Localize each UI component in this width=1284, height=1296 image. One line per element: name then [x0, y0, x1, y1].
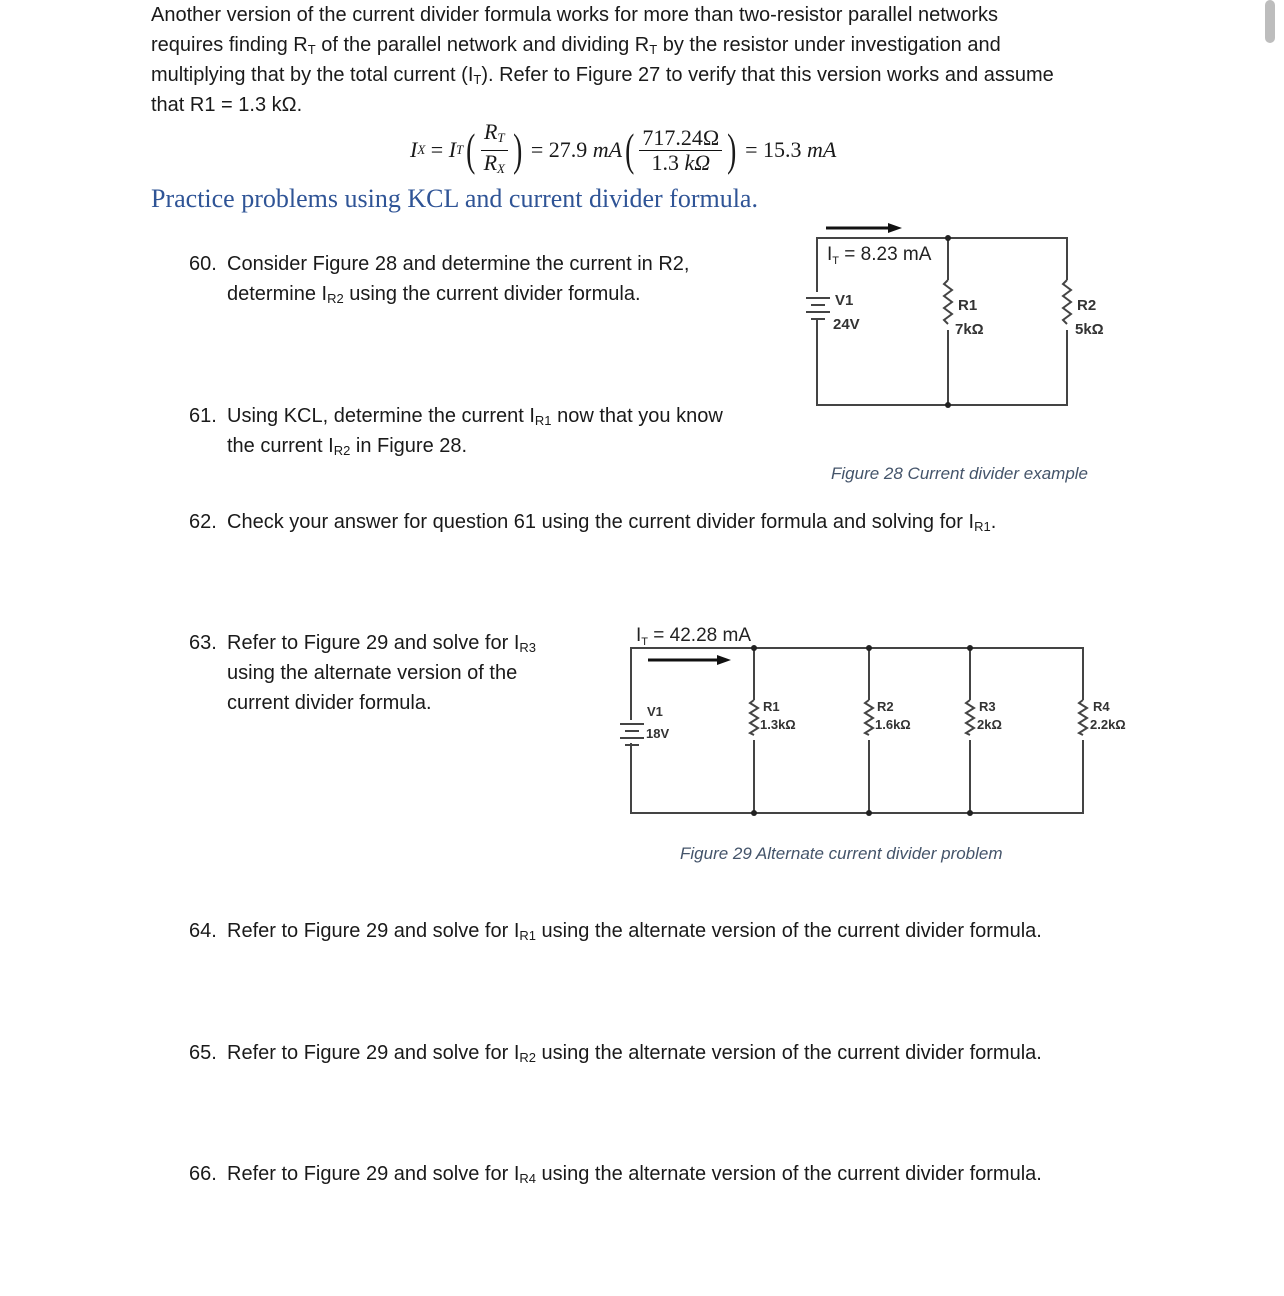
resistor-r4: [1079, 700, 1087, 735]
subscript: R2: [327, 291, 344, 306]
text: Refer to Figure 29 and solve for I: [227, 1042, 520, 1064]
subscript: R1: [974, 519, 991, 534]
wire: [631, 648, 1083, 813]
r2-value: 5kΩ: [1075, 321, 1104, 338]
question-number: 66.: [189, 1163, 217, 1185]
text: using the current divider formula.: [343, 283, 641, 305]
intro-line-4: that R1 = 1.3 kΩ.: [151, 94, 303, 116]
r2-label: R2: [877, 699, 894, 714]
paren: ): [727, 124, 737, 175]
text: in Figure 28.: [350, 435, 468, 457]
subscript: R2: [519, 1050, 536, 1065]
text: determine I: [227, 283, 328, 305]
question-number: 64.: [189, 920, 217, 942]
eq-unit: mA: [592, 137, 623, 162]
r1-label: R1: [958, 297, 978, 314]
it-label: $I_T = 42.28$ mA: [636, 625, 751, 648]
r1-label: R1: [763, 699, 780, 714]
text: Refer to Figure 29 and solve for I: [227, 632, 520, 654]
paren: (: [625, 124, 635, 175]
eq-result: = 15.3: [739, 137, 808, 162]
r2-value: 1.6kΩ: [875, 717, 911, 732]
eq-value: = 27.9: [525, 137, 593, 162]
subscript: R1: [519, 928, 536, 943]
subscript: T: [473, 72, 482, 87]
eq-num: 717.24Ω: [639, 126, 722, 151]
r4-value: 2.2kΩ: [1090, 717, 1126, 732]
eq-den: R: [483, 149, 498, 175]
text: requires finding R: [151, 34, 308, 56]
eq-num: R: [483, 118, 498, 144]
question-number: 63.: [189, 632, 217, 654]
text: Check your answer for question 61 using the current divider formula and solving for I: [227, 511, 975, 533]
resistor-r3: [966, 700, 974, 735]
question-63-line-3: current divider formula.: [227, 692, 432, 714]
resistor-r1: [944, 280, 952, 324]
question-60-line-1: Consider Figure 28 and determine the current in R2,: [227, 253, 690, 275]
subscript: R3: [519, 640, 536, 655]
r4-label: R4: [1093, 699, 1110, 714]
subscript: T: [307, 42, 316, 57]
text: using the alternate version of the current divider formula.: [536, 1042, 1042, 1064]
r2-label: R2: [1077, 297, 1097, 314]
resistor-r2: [865, 700, 873, 735]
question-63-line-2: using the alternate version of the: [227, 662, 518, 684]
subscript: R1: [534, 413, 552, 428]
figure-29-caption: Figure 29 Alternate current divider problem: [680, 844, 1003, 863]
section-heading: Practice problems using KCL and current divider formula.: [151, 184, 758, 213]
eq-unit: mA: [807, 137, 837, 162]
v1-value: 18V: [646, 726, 670, 741]
paren: ): [513, 124, 523, 175]
question-number: 62.: [189, 511, 217, 533]
v1-label: V1: [835, 292, 854, 309]
v1-label: V1: [647, 704, 663, 719]
eq-it: I: [448, 137, 457, 162]
junction-dot: [945, 235, 951, 241]
text: Refer to Figure 29 and solve for I: [227, 1163, 520, 1185]
subscript: R4: [519, 1171, 536, 1186]
v1-value: 24V: [833, 316, 860, 333]
figure-28-caption: Figure 28 Current divider example: [831, 464, 1089, 483]
subscript: T: [456, 142, 464, 157]
text: multiplying that by the total current (I: [151, 64, 474, 86]
r3-value: 2kΩ: [977, 717, 1002, 732]
text: the current I: [227, 435, 334, 457]
text: of the parallel network and dividing R: [315, 34, 650, 56]
text: ). Refer to Figure 27 to verify that this version works and assume: [481, 64, 1054, 86]
subscript: T: [649, 42, 658, 57]
battery-v1: [620, 724, 644, 745]
arrow-head-icon: [888, 223, 902, 233]
text: .: [990, 511, 997, 533]
r3-label: R3: [979, 699, 996, 714]
eq-ix: I: [410, 137, 418, 162]
eq-equals: =: [425, 137, 449, 162]
text: Using KCL, determine the current I: [227, 405, 535, 427]
text: using the alternate version of the current divider formula.: [536, 920, 1042, 942]
text: Refer to Figure 29 and solve for I: [227, 920, 520, 942]
subscript: X: [417, 142, 426, 157]
resistor-r2: [1063, 280, 1071, 324]
paren: (: [466, 124, 476, 175]
text: by the resistor under investigation and: [657, 34, 1001, 56]
subscript: T: [497, 129, 505, 145]
subscript: X: [497, 160, 505, 176]
subscript: R2: [333, 443, 351, 458]
it-label: $I_T = 8.23$ mA: [827, 244, 932, 267]
r1-value: 7kΩ: [955, 321, 984, 338]
question-number: 65.: [189, 1042, 217, 1064]
resistor-r1: [750, 700, 758, 735]
r1-value: 1.3kΩ: [760, 717, 796, 732]
question-number: 61.: [189, 405, 217, 427]
eq-den: 1.3: [651, 149, 685, 175]
intro-line-1: Another version of the current divider formula works for more than two-resistor parallel networks: [151, 4, 999, 26]
junction-dot: [945, 402, 951, 408]
question-number: 60.: [189, 253, 217, 275]
battery-v1: [806, 298, 830, 319]
text: now that you know: [551, 405, 723, 427]
arrow-head-icon: [717, 655, 731, 665]
eq-unit: kΩ: [684, 149, 711, 175]
text: using the alternate version of the current divider formula.: [536, 1163, 1042, 1185]
